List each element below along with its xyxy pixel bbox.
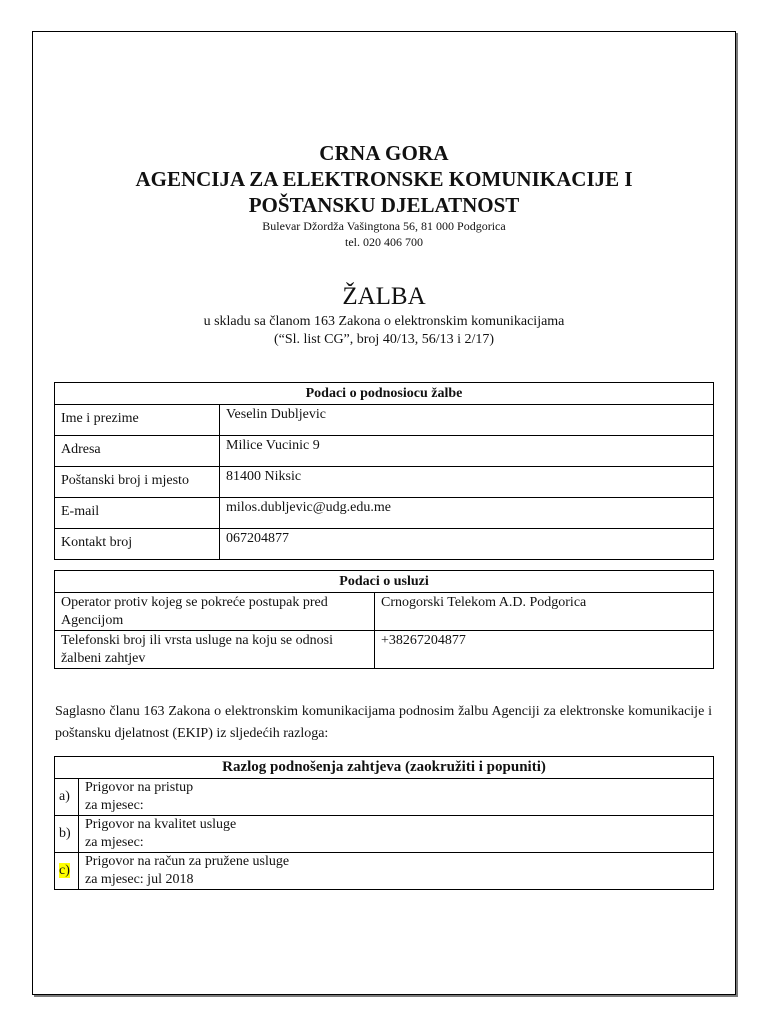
agency-heading-line2: POŠTANSKU DJELATNOST bbox=[248, 193, 520, 217]
table-row bbox=[55, 593, 714, 631]
email-value: milos.dubljevic@udg.edu.me bbox=[220, 498, 714, 529]
service-table bbox=[54, 570, 714, 669]
name-value: Veselin Dubljevic bbox=[220, 405, 714, 436]
agency-phone: tel. 020 406 700 bbox=[345, 235, 423, 249]
document-subtitle-line2: (“Sl. list CG”, broj 40/13, 56/13 i 2/17) bbox=[273, 332, 495, 347]
reasons-table bbox=[54, 756, 714, 890]
phone-service-value: +38267204877 bbox=[375, 631, 714, 669]
table-row bbox=[55, 467, 714, 498]
statement-paragraph: Saglasno članu 163 Zakona o elektronskim komunikacijama podnosim žalbu Agenciji za elektronske komunikacije i poštansku djelatnost (EKIP) iz sljedećih razloga: bbox=[55, 704, 712, 741]
contact-label: Kontakt broj bbox=[55, 529, 220, 560]
table-row bbox=[55, 498, 714, 529]
service-table-heading: Podaci o usluzi bbox=[55, 571, 714, 593]
option-text: Prigovor na kvalitet usluge za mjesec: bbox=[79, 816, 714, 853]
highlighted-letter: c) bbox=[59, 863, 70, 878]
postal-value: 81400 Niksic bbox=[220, 467, 714, 498]
option-letter: b) bbox=[55, 816, 79, 853]
name-label: Ime i prezime bbox=[55, 405, 220, 436]
reasons-table-heading: Razlog podnošenja zahtjeva (zaokružiti i popuniti) bbox=[55, 757, 714, 779]
complainant-table bbox=[54, 382, 714, 560]
contact-value: 067204877 bbox=[220, 529, 714, 560]
operator-label: Operator protiv kojeg se pokreće postupak pred Agencijom bbox=[55, 593, 375, 631]
agency-address: Bulevar Džordža Vašingtona 56, 81 000 Podgorica bbox=[262, 219, 506, 233]
option-letter-selected bbox=[55, 853, 79, 890]
document-subtitle-line1: u skladu sa članom 163 Zakona o elektronskim komunikacijama bbox=[203, 314, 565, 329]
option-text: Prigovor na pristup za mjesec: bbox=[79, 779, 714, 816]
table-row bbox=[55, 816, 714, 853]
table-row bbox=[55, 853, 714, 890]
agency-heading-line1: AGENCIJA ZA ELEKTRONSKE KOMUNIKACIJE I bbox=[135, 167, 633, 191]
document-title: ŽALBA bbox=[342, 283, 426, 310]
phone-service-label: Telefonski broj ili vrsta usluge na koju se odnosi žalbeni zahtjev bbox=[55, 631, 375, 669]
operator-value: Crnogorski Telekom A.D. Podgorica bbox=[375, 593, 714, 631]
postal-label: Poštanski broj i mjesto bbox=[55, 467, 220, 498]
table-row bbox=[55, 779, 714, 816]
address-label: Adresa bbox=[55, 436, 220, 467]
complainant-table-heading: Podaci o podnosiocu žalbe bbox=[55, 383, 714, 405]
option-text: Prigovor na račun za pružene usluge za mjesec: jul 2018 bbox=[79, 853, 714, 890]
country-heading: CRNA GORA bbox=[319, 141, 449, 165]
table-row bbox=[55, 631, 714, 669]
email-label: E-mail bbox=[55, 498, 220, 529]
address-value: Milice Vucinic 9 bbox=[220, 436, 714, 467]
table-row bbox=[55, 405, 714, 436]
option-letter: a) bbox=[55, 779, 79, 816]
table-row bbox=[55, 529, 714, 560]
table-row bbox=[55, 436, 714, 467]
